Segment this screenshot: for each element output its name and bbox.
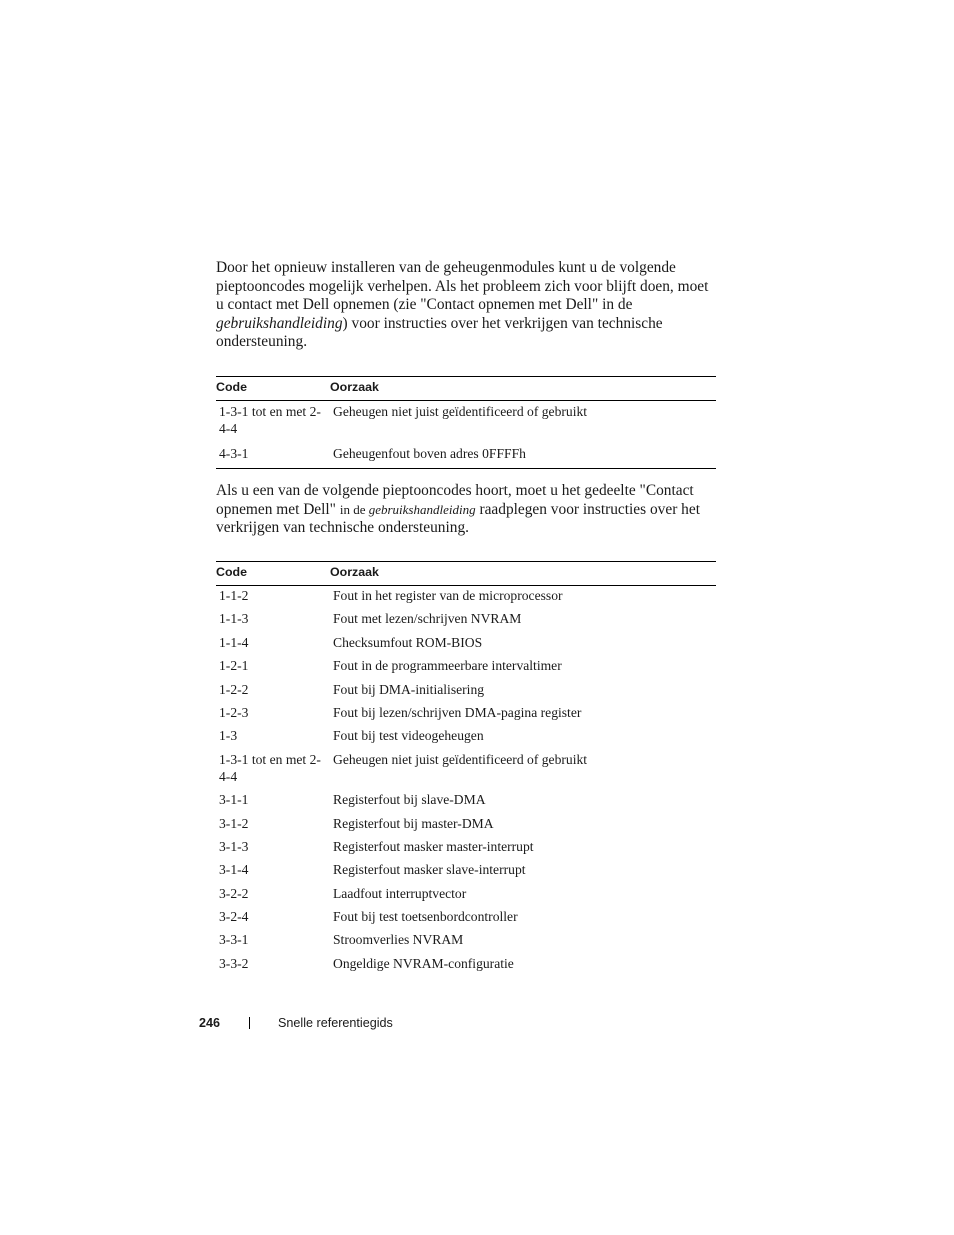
table-row — [216, 955, 716, 978]
code-cell: 3-3-2 — [219, 955, 249, 971]
cause-cell: Ongeldige NVRAM-configuratie — [333, 955, 514, 971]
beep-code-table-2 — [216, 561, 716, 978]
cause-cell: Fout bij test toetsenbordcontroller — [333, 909, 518, 925]
code-cell: 3-2-4 — [219, 909, 249, 925]
table-row — [216, 791, 716, 814]
page-number: 246 — [199, 1016, 221, 1030]
code-cell: 3-3-1 — [219, 932, 249, 948]
code-cell: 1-3-1 tot en met 2-4-4 — [219, 751, 321, 784]
middle-paragraph — [216, 482, 718, 538]
cause-cell: Registerfout masker master-interrupt — [333, 838, 534, 854]
middle-italic: gebruikshandleiding — [368, 501, 476, 517]
intro-text-2: ) voor instructies over het verkrijgen van technische ondersteuning. — [216, 314, 663, 351]
table-row — [216, 704, 716, 727]
header-cause: Oorzaak — [330, 565, 379, 579]
table-row — [216, 587, 716, 610]
code-cell: 3-1-3 — [219, 838, 249, 854]
table-body — [216, 587, 716, 978]
table-body — [216, 401, 716, 468]
code-cell: 1-1-2 — [219, 588, 249, 603]
table-header — [216, 562, 716, 586]
table-row — [216, 634, 716, 657]
code-cell: 4-3-1 — [219, 446, 249, 461]
cause-cell: Geheugenfout boven adres 0FFFFh — [333, 446, 526, 461]
cause-cell: Checksumfout ROM-BIOS — [333, 634, 483, 650]
table-row — [216, 610, 716, 633]
code-cell: 3-1-1 — [219, 792, 249, 808]
middle-text-2: raadplegen voor instructies over het verkrijgen van technische ondersteuning. — [216, 500, 700, 537]
table-row — [216, 401, 716, 443]
header-code: Code — [216, 565, 247, 579]
cause-cell: Registerfout bij master-DMA — [333, 815, 494, 831]
code-cell: 1-2-3 — [219, 704, 249, 720]
cause-cell: Fout in het register van de microprocessor — [333, 588, 563, 603]
middle-small-1: in de — [339, 501, 369, 517]
table-row — [216, 931, 716, 954]
header-code: Code — [216, 380, 247, 394]
cause-cell: Fout in de programmeerbare intervaltimer — [333, 658, 562, 674]
table-row — [216, 681, 716, 704]
code-cell: 1-1-4 — [219, 634, 249, 650]
cause-cell: Fout met lezen/schrijven NVRAM — [333, 611, 522, 627]
table-row — [216, 443, 716, 468]
table-row — [216, 751, 716, 791]
page-footer — [199, 1016, 393, 1030]
header-cause: Oorzaak — [330, 380, 379, 394]
cause-cell: Geheugen niet juist geïdentificeerd of gebruikt — [333, 404, 588, 419]
code-cell: 1-1-3 — [219, 611, 249, 627]
code-cell: 1-2-1 — [219, 658, 249, 674]
table-row — [216, 861, 716, 884]
cause-cell: Fout bij test videogeheugen — [333, 728, 484, 744]
cause-cell: Fout bij DMA-initialisering — [333, 681, 485, 697]
code-cell: 1-3 — [219, 728, 238, 744]
intro-italic: gebruikshandleiding — [216, 314, 343, 332]
table-row — [216, 727, 716, 750]
code-cell: 1-3-1 tot en met 2-4-4 — [219, 404, 321, 436]
cause-cell: Registerfout bij slave-DMA — [333, 792, 486, 808]
footer-separator — [249, 1017, 250, 1029]
table-row — [216, 908, 716, 931]
table-row — [216, 657, 716, 680]
code-cell: 3-1-2 — [219, 815, 249, 831]
table-row — [216, 885, 716, 908]
cause-cell: Stroomverlies NVRAM — [333, 932, 464, 948]
code-cell: 3-2-2 — [219, 885, 249, 901]
table-row — [216, 838, 716, 861]
cause-cell: Fout bij lezen/schrijven DMA-pagina register — [333, 704, 582, 720]
beep-code-table-1 — [216, 376, 716, 469]
code-cell: 3-1-4 — [219, 862, 249, 878]
code-cell: 1-2-2 — [219, 681, 249, 697]
cause-cell: Laadfout interruptvector — [333, 885, 467, 901]
table-header — [216, 377, 716, 401]
cause-cell: Geheugen niet juist geïdentificeerd of gebruikt — [333, 751, 588, 767]
cause-cell: Registerfout masker slave-interrupt — [333, 862, 526, 878]
middle-text-1: Als u een van de volgende pieptooncodes hoort, moet u het gedeelte "Contact opnemen met Dell" — [216, 482, 694, 518]
intro-text-1: Door het opnieuw installeren van de geheugenmodules kunt u de volgende pieptooncodes mogelijk verhelpen. Als het probleem zich voor blijft doen, moet u contact met Dell opnemen (zie "Contact opnemen met Dell" in de — [216, 259, 709, 314]
intro-paragraph — [216, 259, 716, 352]
section-title: Snelle referentiegids — [278, 1016, 393, 1030]
table-row — [216, 815, 716, 838]
